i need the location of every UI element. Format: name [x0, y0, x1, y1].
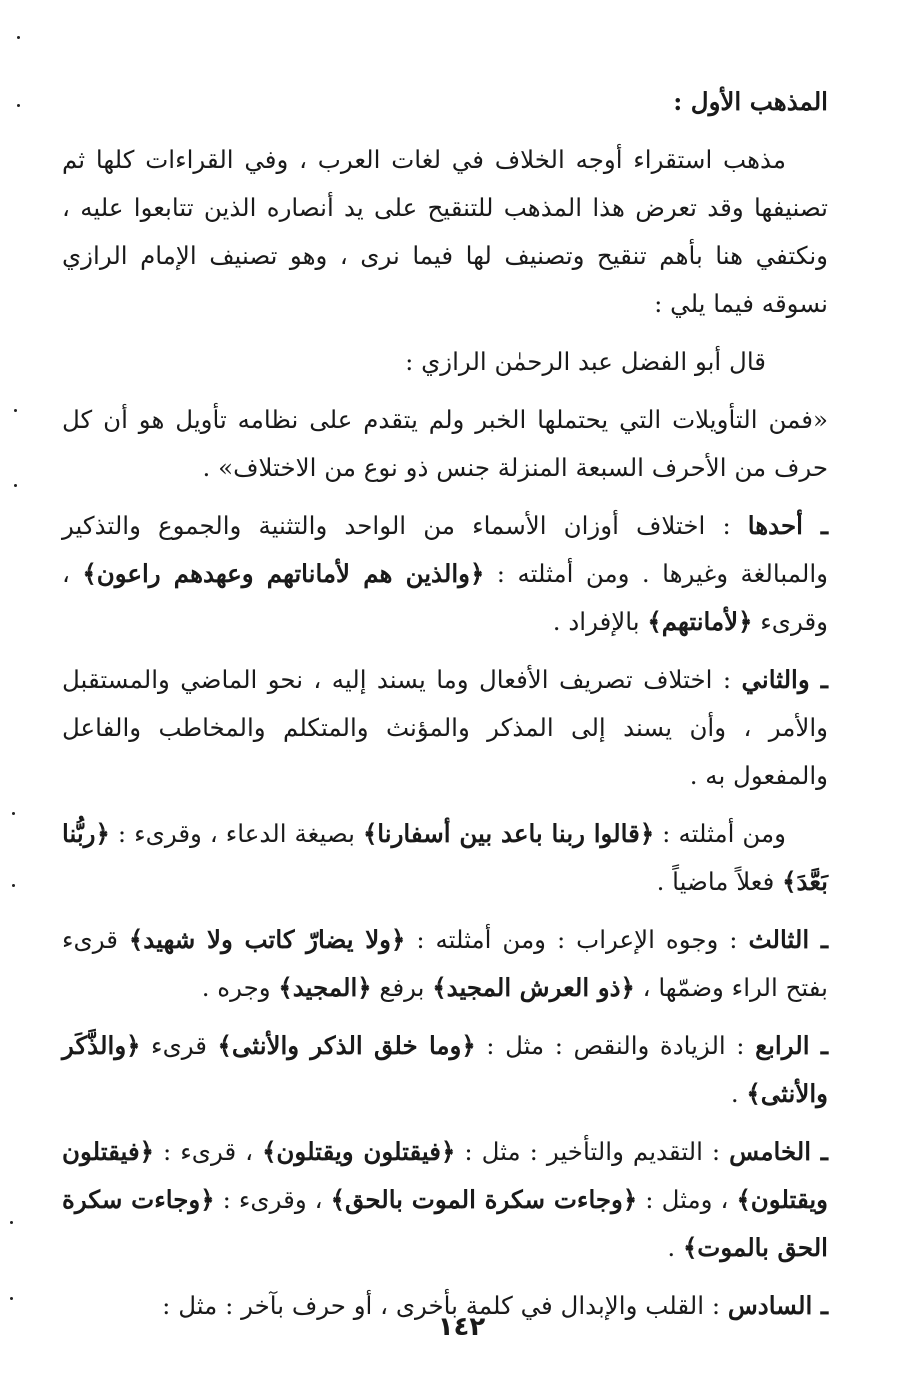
quran-quote: ﴿ربُّنا بَعَّدَ﴾ [62, 819, 828, 896]
scan-speck [14, 409, 17, 412]
item-text: : التقديم والتأخير : مثل : [455, 1137, 730, 1166]
item-first [62, 502, 828, 646]
page-number: ١٤٢ [437, 1312, 486, 1342]
scan-speck [10, 1297, 13, 1300]
item-text: : اختلاف تصريف الأفعال وما يسند إليه ، نحو الماضي والمستقبل والأمر ، وأن يسند إلى المذكر والمؤنث والمتكلم والمخاطب والفاعل والمفعول به . [62, 665, 828, 790]
quran-quote: ﴿فيقتلون ويقتلون﴾ [262, 1137, 456, 1166]
quran-quote: ﴿ذو العرش المجيد﴾ [432, 973, 635, 1002]
item-fourth [62, 1022, 828, 1118]
scan-speck [12, 884, 15, 887]
scan-speck [12, 812, 15, 815]
item-text: : اختلاف أوزان الأسماء من الواحد والتثنية والجموع والتذكير والمبالغة وغيرها . ومن أمثلته : [62, 511, 829, 588]
item-label: ـ السادس [727, 1291, 828, 1320]
scan-speck [17, 36, 20, 39]
item-text: ، ومثل : [637, 1185, 737, 1214]
item-text: ومن أمثلته : [654, 819, 787, 848]
item-text: ، قرىء : [154, 1137, 263, 1166]
item-label: ـ والثاني [741, 665, 828, 694]
quran-quote: ﴿ولا يضارّ كاتب ولا شهيد﴾ [128, 925, 406, 954]
item-text: . [667, 1233, 683, 1262]
item-second-example [62, 810, 828, 906]
quran-quote: ﴿والذين هم لأماناتهم وعهدهم راعون﴾ [82, 559, 485, 588]
section-heading: المذهب الأول : [673, 87, 828, 116]
quran-quote: ﴿والذَّكَر والأنثى﴾ [62, 1031, 828, 1108]
item-text: برفع [371, 973, 433, 1002]
scan-speck [10, 1221, 13, 1224]
item-third [62, 916, 828, 1012]
scan-speck [14, 484, 17, 487]
page-body [62, 78, 828, 1330]
quran-quote: ﴿وجاءت سكرة الموت بالحق﴾ [330, 1185, 638, 1214]
item-text: : القلب والإبدال في كلمة بأخرى ، أو حرف بآخر : مثل : [162, 1291, 728, 1320]
scan-speck [17, 104, 20, 107]
item-text: فعلاً ماضياً . [656, 867, 783, 896]
quote-attribution: قال أبو الفضل عبد الرحمٰن الرازي : [405, 347, 766, 376]
item-text: ، وقرىء [62, 559, 828, 636]
quran-quote: ﴿المجيد﴾ [278, 973, 372, 1002]
item-fifth [62, 1128, 828, 1272]
item-text: قرىء بفتح الراء وضمّها ، [62, 925, 828, 1002]
quran-quote: ﴿وجاءت سكرة الحق بالموت﴾ [62, 1185, 828, 1262]
quran-quote: ﴿فيقتلون ويقتلون﴾ [62, 1137, 828, 1214]
item-label: ـ الخامس [729, 1137, 828, 1166]
item-second [62, 656, 828, 800]
item-text: بالإفراد . [552, 607, 648, 636]
item-label: ـ أحدها [747, 511, 829, 540]
quote-paragraph: «فمن التأويلات التي يحتملها الخبر ولم يتقدم على نظامه تأويل هو أن كل حرف من الأحرف السبعة المنزلة جنس ذو نوع من الاختلاف» . [62, 405, 828, 482]
item-text: . [730, 1079, 747, 1108]
item-text: : الزيادة والنقص : مثل : [475, 1031, 756, 1060]
item-text: وجره . [201, 973, 279, 1002]
item-label: ـ الرابع [755, 1031, 828, 1060]
item-text: ، وقرىء : [214, 1185, 331, 1214]
intro-paragraph: مذهب استقراء أوجه الخلاف في لغات العرب ، وفي القراءات كلها ثم تصنيفها وقد تعرض هذا المذهب للتنقيح على يد أنصاره الذين تتابعوا عليه ، ونكتفي هنا بأهم تنقيح وتصنيف لها فيما نرى ، وهو تصنيف الإمام الرازي نسوقه فيما يلي : [62, 145, 828, 318]
item-text: : وجوه الإعراب : ومن أمثلته : [405, 925, 749, 954]
item-text: بصيغة الدعاء ، وقرىء : [109, 819, 363, 848]
quran-quote: ﴿وما خلق الذكر والأنثى﴾ [217, 1031, 476, 1060]
quran-quote: ﴿لأمانتهم﴾ [647, 607, 753, 636]
quran-quote: ﴿قالوا ربنا باعد بين أسفارنا﴾ [362, 819, 655, 848]
item-text: قرىء [140, 1031, 218, 1060]
item-label: ـ الثالث [748, 925, 829, 954]
